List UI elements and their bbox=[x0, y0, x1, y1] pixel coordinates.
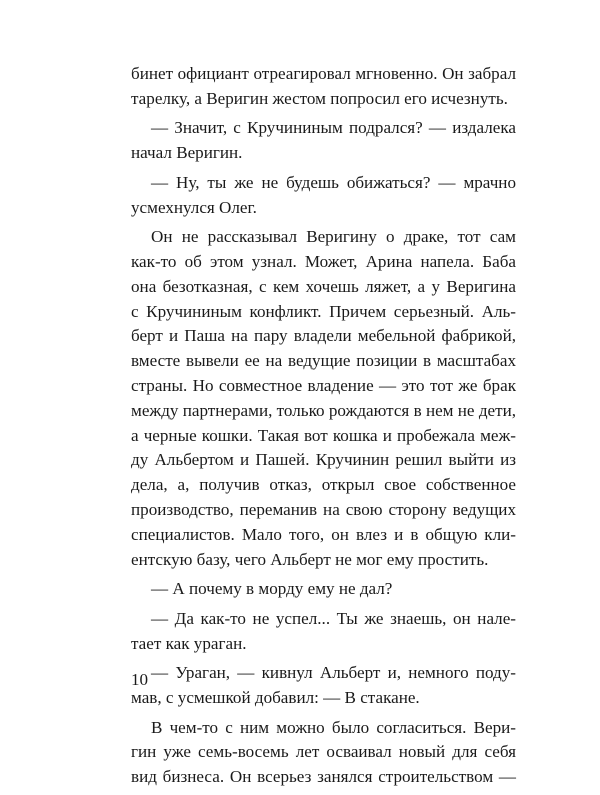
text-line: начал Веригин. bbox=[131, 143, 243, 163]
text-line: В чем-то с ним можно было согласиться. Вери- bbox=[151, 717, 516, 737]
text-line: она безотказная, с кем хочешь ляжет, а у Веригина bbox=[131, 276, 516, 296]
text-line: — Ураган, — кивнул Альберт и, немного поду- bbox=[151, 663, 516, 683]
text-line: — А почему в морду ему не дал? bbox=[151, 579, 393, 599]
text-line: между партнерами, только рождаются в нем не дети, bbox=[131, 400, 516, 420]
text-line: с Кручининым конфликт. Причем серьезный. Аль- bbox=[131, 301, 516, 321]
text-line: ентскую базу, чего Альберт не мог ему простить. bbox=[131, 549, 489, 569]
text-line: — Да как-то не успел... Ты же знаешь, он нале- bbox=[151, 608, 516, 628]
text-line: тает как ураган. bbox=[131, 633, 247, 653]
page-number: 10 bbox=[131, 670, 149, 689]
text-line: мав, с усмешкой добавил: — В стакане. bbox=[131, 687, 420, 707]
text-line: — Значит, с Кручининым подрался? — издалека bbox=[151, 118, 516, 138]
text-line: ду Альбертом и Пашей. Кручинин решил выйти из bbox=[131, 450, 516, 470]
paragraph bbox=[131, 62, 516, 112]
text-line: как-то об этом узнал. Может, Арина напела. Баба bbox=[131, 251, 516, 271]
text-line: усмехнулся Олег. bbox=[131, 197, 257, 217]
text-line: дела, а, получив отказ, открыл свое собственное bbox=[131, 475, 516, 495]
paragraph bbox=[131, 716, 516, 790]
paragraph bbox=[131, 577, 516, 602]
text-line: гин уже семь-восемь лет осваивал новый для себя bbox=[131, 742, 516, 762]
text-line: страны. Но совместное владение — это тот же брак bbox=[131, 375, 516, 395]
text-line: бинет официант отреагировал мгновенно. Он забрал bbox=[131, 64, 516, 83]
paragraph bbox=[131, 225, 516, 572]
text-line: а черные кошки. Такая вот кошка и пробежала меж- bbox=[131, 425, 516, 445]
paragraph bbox=[131, 116, 516, 166]
paragraph bbox=[131, 607, 516, 657]
text-line: вместе вывели ее на ведущие позиции в масштабах bbox=[131, 351, 516, 371]
text-line: берт и Паша на пару владели мебельной фабрикой, bbox=[131, 326, 516, 346]
paragraph bbox=[131, 661, 516, 711]
text-line: тарелку, а Веригин жестом попросил его исчезнуть. bbox=[131, 88, 508, 108]
text-line: производство, переманив на свою сторону ведущих bbox=[131, 499, 516, 519]
text-line: Он не рассказывал Веригину о драке, тот сам bbox=[151, 227, 516, 247]
text-line: специалистов. Мало того, он влез и в общую кли- bbox=[131, 524, 516, 544]
text-line: вид бизнеса. Он всерьез занялся строительством — bbox=[131, 767, 516, 787]
paragraph bbox=[131, 171, 516, 221]
body-text bbox=[131, 62, 516, 795]
text-line: — Ну, ты же не будешь обижаться? — мрачно bbox=[151, 172, 516, 192]
